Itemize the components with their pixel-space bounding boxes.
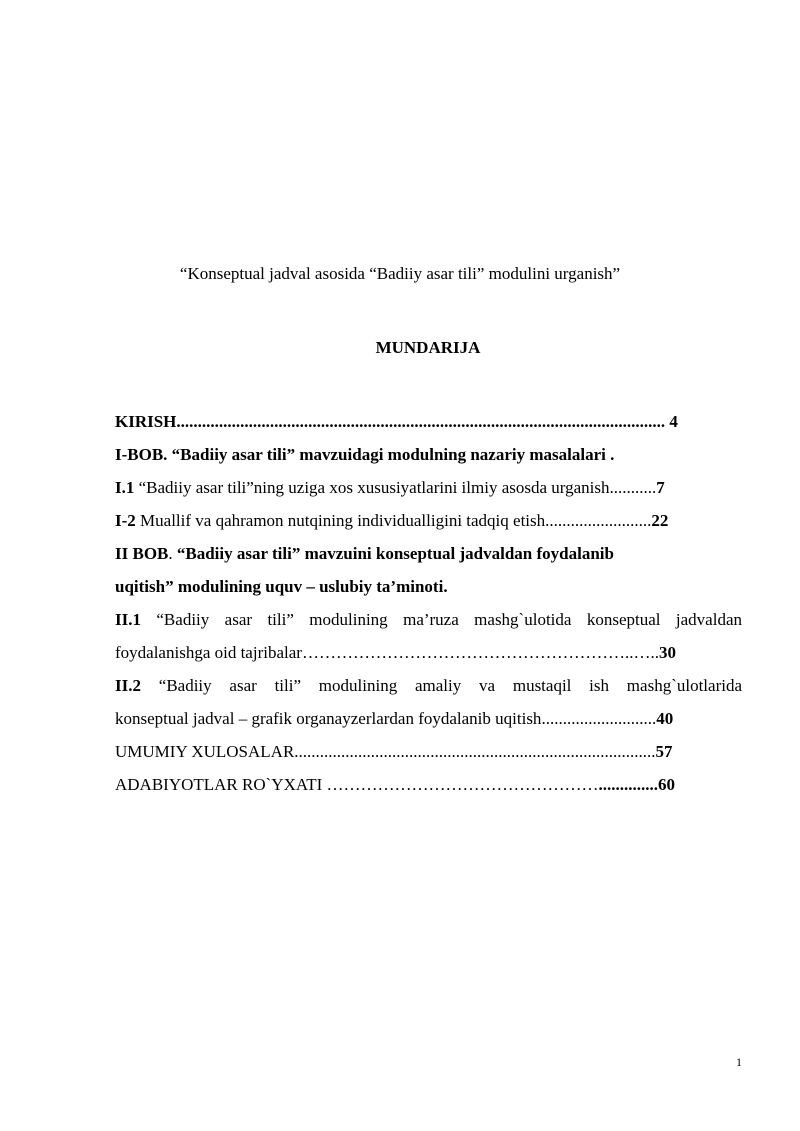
toc-num: II.1: [115, 610, 141, 629]
toc-entry-ii1[interactable]: [115, 603, 742, 636]
toc-label: uqitish” modulining uquv – uslubiy ta’minoti.: [115, 577, 448, 596]
toc-entry-i1[interactable]: [115, 471, 742, 504]
toc-separator: .: [168, 544, 177, 563]
toc-text: “Badiiy asar tili” modulining ma’ruza mashg`ulotida konseptual jadvaldan: [140, 610, 742, 629]
toc-dots: ...........................: [541, 709, 657, 728]
page-number: 1: [736, 1055, 742, 1069]
toc-num: II.2: [115, 676, 141, 695]
toc-page: 4: [665, 412, 678, 431]
toc-page: 60: [658, 775, 676, 794]
toc-page: 57: [655, 742, 673, 761]
toc-label: KIRISH: [115, 412, 177, 431]
toc-dots: …………………………………………………..…..: [301, 643, 659, 662]
toc-page: 40: [656, 709, 674, 728]
toc-entry-i2[interactable]: [115, 504, 742, 537]
toc-entry-kirish[interactable]: [115, 405, 742, 438]
toc-entry-ii1-cont[interactable]: [115, 636, 742, 669]
toc-text: konseptual jadval – grafik organayzerlardan foydalanib uqitish: [115, 709, 542, 728]
toc-entry-ii2[interactable]: [115, 669, 742, 702]
toc-label: “Badiiy asar tili” mavzuini konseptual jadvaldan foydalanib: [176, 544, 614, 563]
toc-text: “Badiiy asar tili”ning uziga xos xususiyatlarini ilmiy asosda urganish: [134, 478, 610, 497]
toc-num: I.1: [115, 478, 135, 497]
toc-dots: ...........: [609, 478, 657, 497]
document-title: “Konseptual jadval asosida “Badiiy asar tili” modulini urganish”: [179, 264, 621, 283]
toc-label: UMUMIY XULOSALAR: [115, 742, 295, 761]
toc-label: I-BOB. “Badiiy asar tili” mavzuidagi modulning nazariy masalalari .: [115, 445, 615, 464]
toc-text: foydalanishga oid tajribalar: [115, 643, 302, 662]
toc-dots: ...................................................................................................................: [176, 412, 666, 431]
toc-entry-adabiyotlar[interactable]: [115, 768, 742, 801]
toc-heading: MUNDARIJA: [375, 338, 481, 357]
toc-page: 22: [651, 511, 669, 530]
toc-entry-bob2-cont[interactable]: [115, 570, 742, 603]
toc-page: 30: [658, 643, 676, 662]
toc-text: “Badiiy asar tili” modulining amaliy va mustaqil ish mashg`ulotlarida: [140, 676, 742, 695]
table-of-contents: [115, 405, 742, 801]
toc-entry-ii2-cont[interactable]: [115, 702, 742, 735]
toc-entry-bob2[interactable]: [115, 537, 742, 570]
toc-page: 7: [656, 478, 665, 497]
toc-entry-bob1[interactable]: [115, 438, 742, 471]
toc-dots: ..............: [598, 775, 659, 794]
toc-dots: …………………………………………: [326, 775, 599, 794]
toc-label: ADABIYOTLAR RO`YXATI: [115, 775, 327, 794]
toc-dots: .........................: [545, 511, 652, 530]
toc-num: I-2: [115, 511, 136, 530]
toc-dots: .....................................................................................: [294, 742, 656, 761]
toc-entry-umumiy[interactable]: [115, 735, 742, 768]
toc-label: II BOB: [115, 544, 169, 563]
toc-text: Muallif va qahramon nutqining individualligini tadqiq etish: [135, 511, 546, 530]
